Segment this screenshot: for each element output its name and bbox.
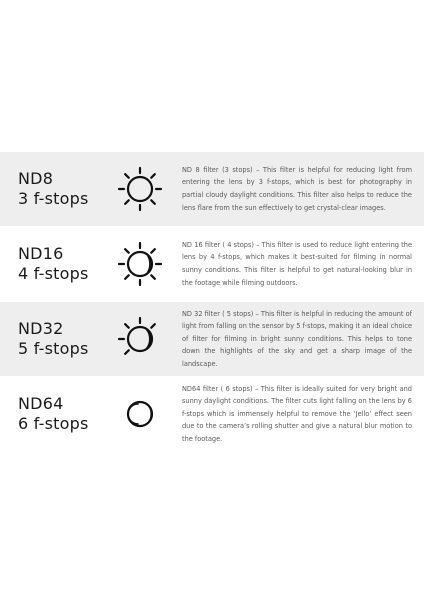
crescent-moon-icon — [102, 377, 178, 451]
sun-half-shade-icon — [102, 302, 178, 376]
filter-name: ND32 — [18, 319, 64, 338]
filter-label — [0, 152, 102, 226]
filter-label — [0, 302, 102, 376]
filter-name: ND64 — [18, 394, 64, 413]
filter-label — [0, 377, 102, 451]
filter-description: ND 8 filter (3 stops) – This filter is helpful for reducing light from entering the lens by 3 f-stops, which is best for photography in partial cloudy daylight conditions. This filter also helps to reduce the lens flare from the sun effectively to get crystal-clear images. — [182, 165, 412, 212]
filter-stops: 4 f-stops — [18, 264, 89, 283]
filter-stops: 5 f-stops — [18, 339, 89, 358]
filter-row-nd16 — [0, 227, 424, 301]
filter-list — [0, 152, 424, 452]
filter-row-nd8 — [0, 152, 424, 226]
filter-description: ND64 filter ( 6 stops) – This filter is ideally suited for very bright and sunny daylight conditions. The filter cuts light falling on the lens by 6 f-stops which is immensely helpful to remove the ‘Jello’ effect seen due to the camera’s rolling shutter and give a natural blur motion to the footage. — [182, 384, 412, 443]
filter-row-nd32 — [0, 302, 424, 376]
sun-partial-shade-icon — [102, 227, 178, 301]
filter-row-nd64 — [0, 377, 424, 451]
filter-stops: 3 f-stops — [18, 189, 89, 208]
filter-label — [0, 227, 102, 301]
filter-name: ND8 — [18, 169, 54, 188]
filter-name: ND16 — [18, 244, 64, 263]
sun-clear-icon — [102, 152, 178, 226]
filter-description: ND 16 filter ( 4 stops) – This filter is used to reduce light entering the lens by 4 f-stops, which makes it best-suited for filming in normal sunny conditions. This filter is helpful to get natural-looking blur in the footage while filming outdoors. — [182, 240, 412, 287]
filter-stops: 6 f-stops — [18, 414, 89, 433]
filter-description: ND 32 filter ( 5 stops) – This filter is helpful in reducing the amount of light from falling on the sensor by 5 f-stops, making it an ideal choice of filter for filming in bright sunny conditions. This helps to tone down the highlights of the sky and get a sharp image of the landscape. — [182, 309, 412, 368]
